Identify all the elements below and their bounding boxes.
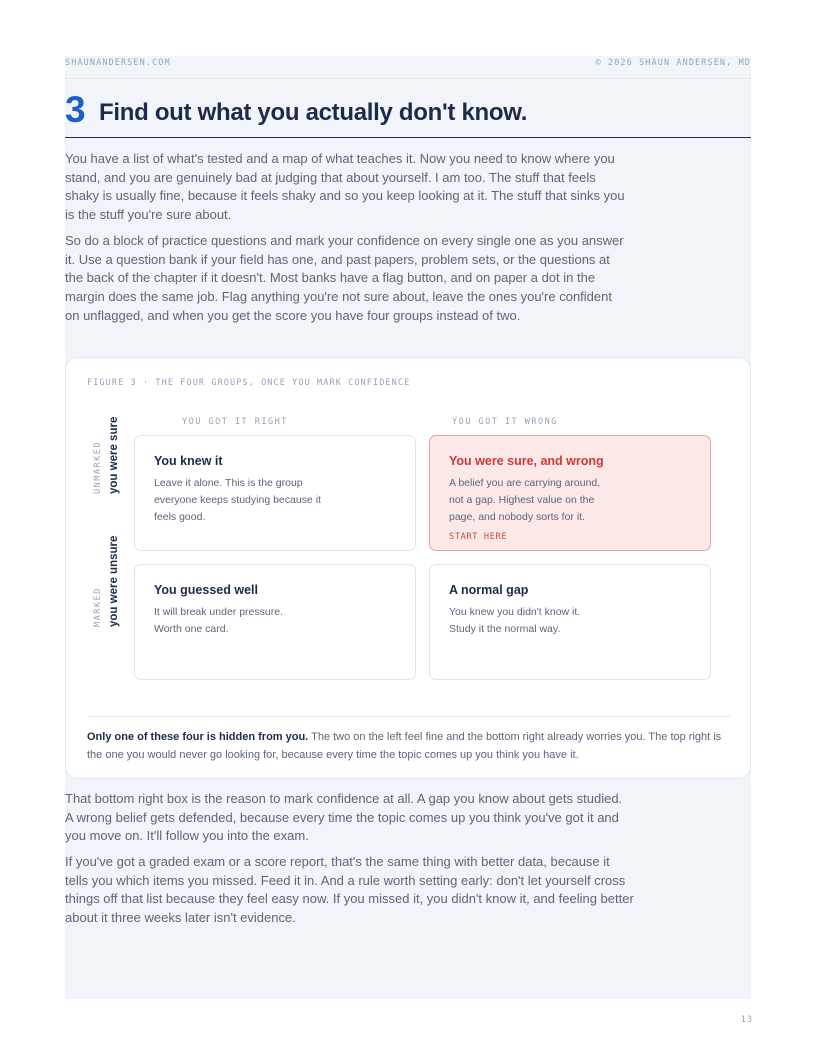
paragraph-4: If you've got a graded exam or a score report, that's the same thing with better data, because it tells you which items you missed. Feed it in. And a rule worth setting early: don't let yourself cross things off that list because they feel easy now. If you missed it, you didn't know it, and feeling better about it three weeks later isn't evidence. xyxy=(65,854,634,926)
figure-card xyxy=(65,357,751,779)
header-copyright: © 2026 SHAUN ANDERSEN, MD xyxy=(595,58,751,68)
row-marker-marked: MARKED xyxy=(93,587,103,627)
paragraph-2: So do a block of practice questions and mark your confidence on every single one as you answer it. Use a question bank if your field has one, and past papers, problem sets, or the questions at the back of the chapter if it doesn't. Most banks have a flag button, and on paper a dot in the margin does the same job. Flag anything you're not sure about, leave the ones you're confident on unflagged, and when you get the score you have four groups instead of two. xyxy=(65,233,624,323)
cell-normal-gap xyxy=(429,564,711,680)
row-label-you-were-unsure: you were unsure xyxy=(108,535,120,627)
cell-you-knew-it xyxy=(134,435,416,551)
cell-title: You knew it xyxy=(154,454,223,468)
paragraph-1: You have a list of what's tested and a map of what teaches it. Now you need to know where you stand, and you are genuinely bad at judging that about yourself. I am too. The stuff that feels shaky is usually fine, because it feels shaky and so you keep looking at it. The stuff that sinks you is the stuff you're sure about. xyxy=(65,151,625,223)
start-here-tag: START HERE xyxy=(449,532,508,542)
section-title: Find out what you actually don't know. xyxy=(99,99,528,126)
row-label-you-were-sure: you were sure xyxy=(108,416,120,494)
figure-divider xyxy=(87,716,730,717)
cell-sure-and-wrong xyxy=(429,435,711,551)
section-heading xyxy=(65,89,751,138)
figure-footnote xyxy=(87,728,737,764)
section-number: 3 xyxy=(65,89,86,130)
column-header-wrong: YOU GOT IT WRONG xyxy=(452,417,558,427)
page-sheet xyxy=(65,56,751,999)
cell-title: A normal gap xyxy=(449,583,529,597)
page-number: 13 xyxy=(740,1015,753,1025)
column-header-right: YOU GOT IT RIGHT xyxy=(182,417,288,427)
running-header xyxy=(65,56,751,79)
cell-body: A belief you are carrying around, not a gap. Highest value on the page, and nobody sorts for it. xyxy=(449,477,601,523)
cell-title: You were sure, and wrong xyxy=(449,454,604,468)
cell-body: Leave it alone. This is the group everyone keeps studying because it feels good. xyxy=(154,477,321,523)
cell-body: You knew you didn't know it. Study it the normal way. xyxy=(449,606,581,635)
figure-footnote-text: The two on the left feel fine and the bottom right already worries you. The top right is the one you would never go looking for, because every time the topic comes up you think you have it. xyxy=(87,731,722,761)
cell-title: You guessed well xyxy=(154,583,258,597)
row-marker-unmarked: UNMARKED xyxy=(93,441,103,494)
cell-guessed-well xyxy=(134,564,416,680)
paragraph-3: That bottom right box is the reason to mark confidence at all. A gap you know about gets studied. A wrong belief gets defended, because every time the topic comes up you think you've got it and you move on. It'll follow you into the exam. xyxy=(65,791,623,844)
figure-caption: FIGURE 3 · THE FOUR GROUPS, ONCE YOU MARK CONFIDENCE xyxy=(87,378,411,388)
header-site[interactable]: SHAUNANDERSEN.COM xyxy=(65,58,171,68)
figure-footnote-lead: Only one of these four is hidden from you. xyxy=(87,731,309,743)
cell-body: It will break under pressure. Worth one card. xyxy=(154,606,283,635)
